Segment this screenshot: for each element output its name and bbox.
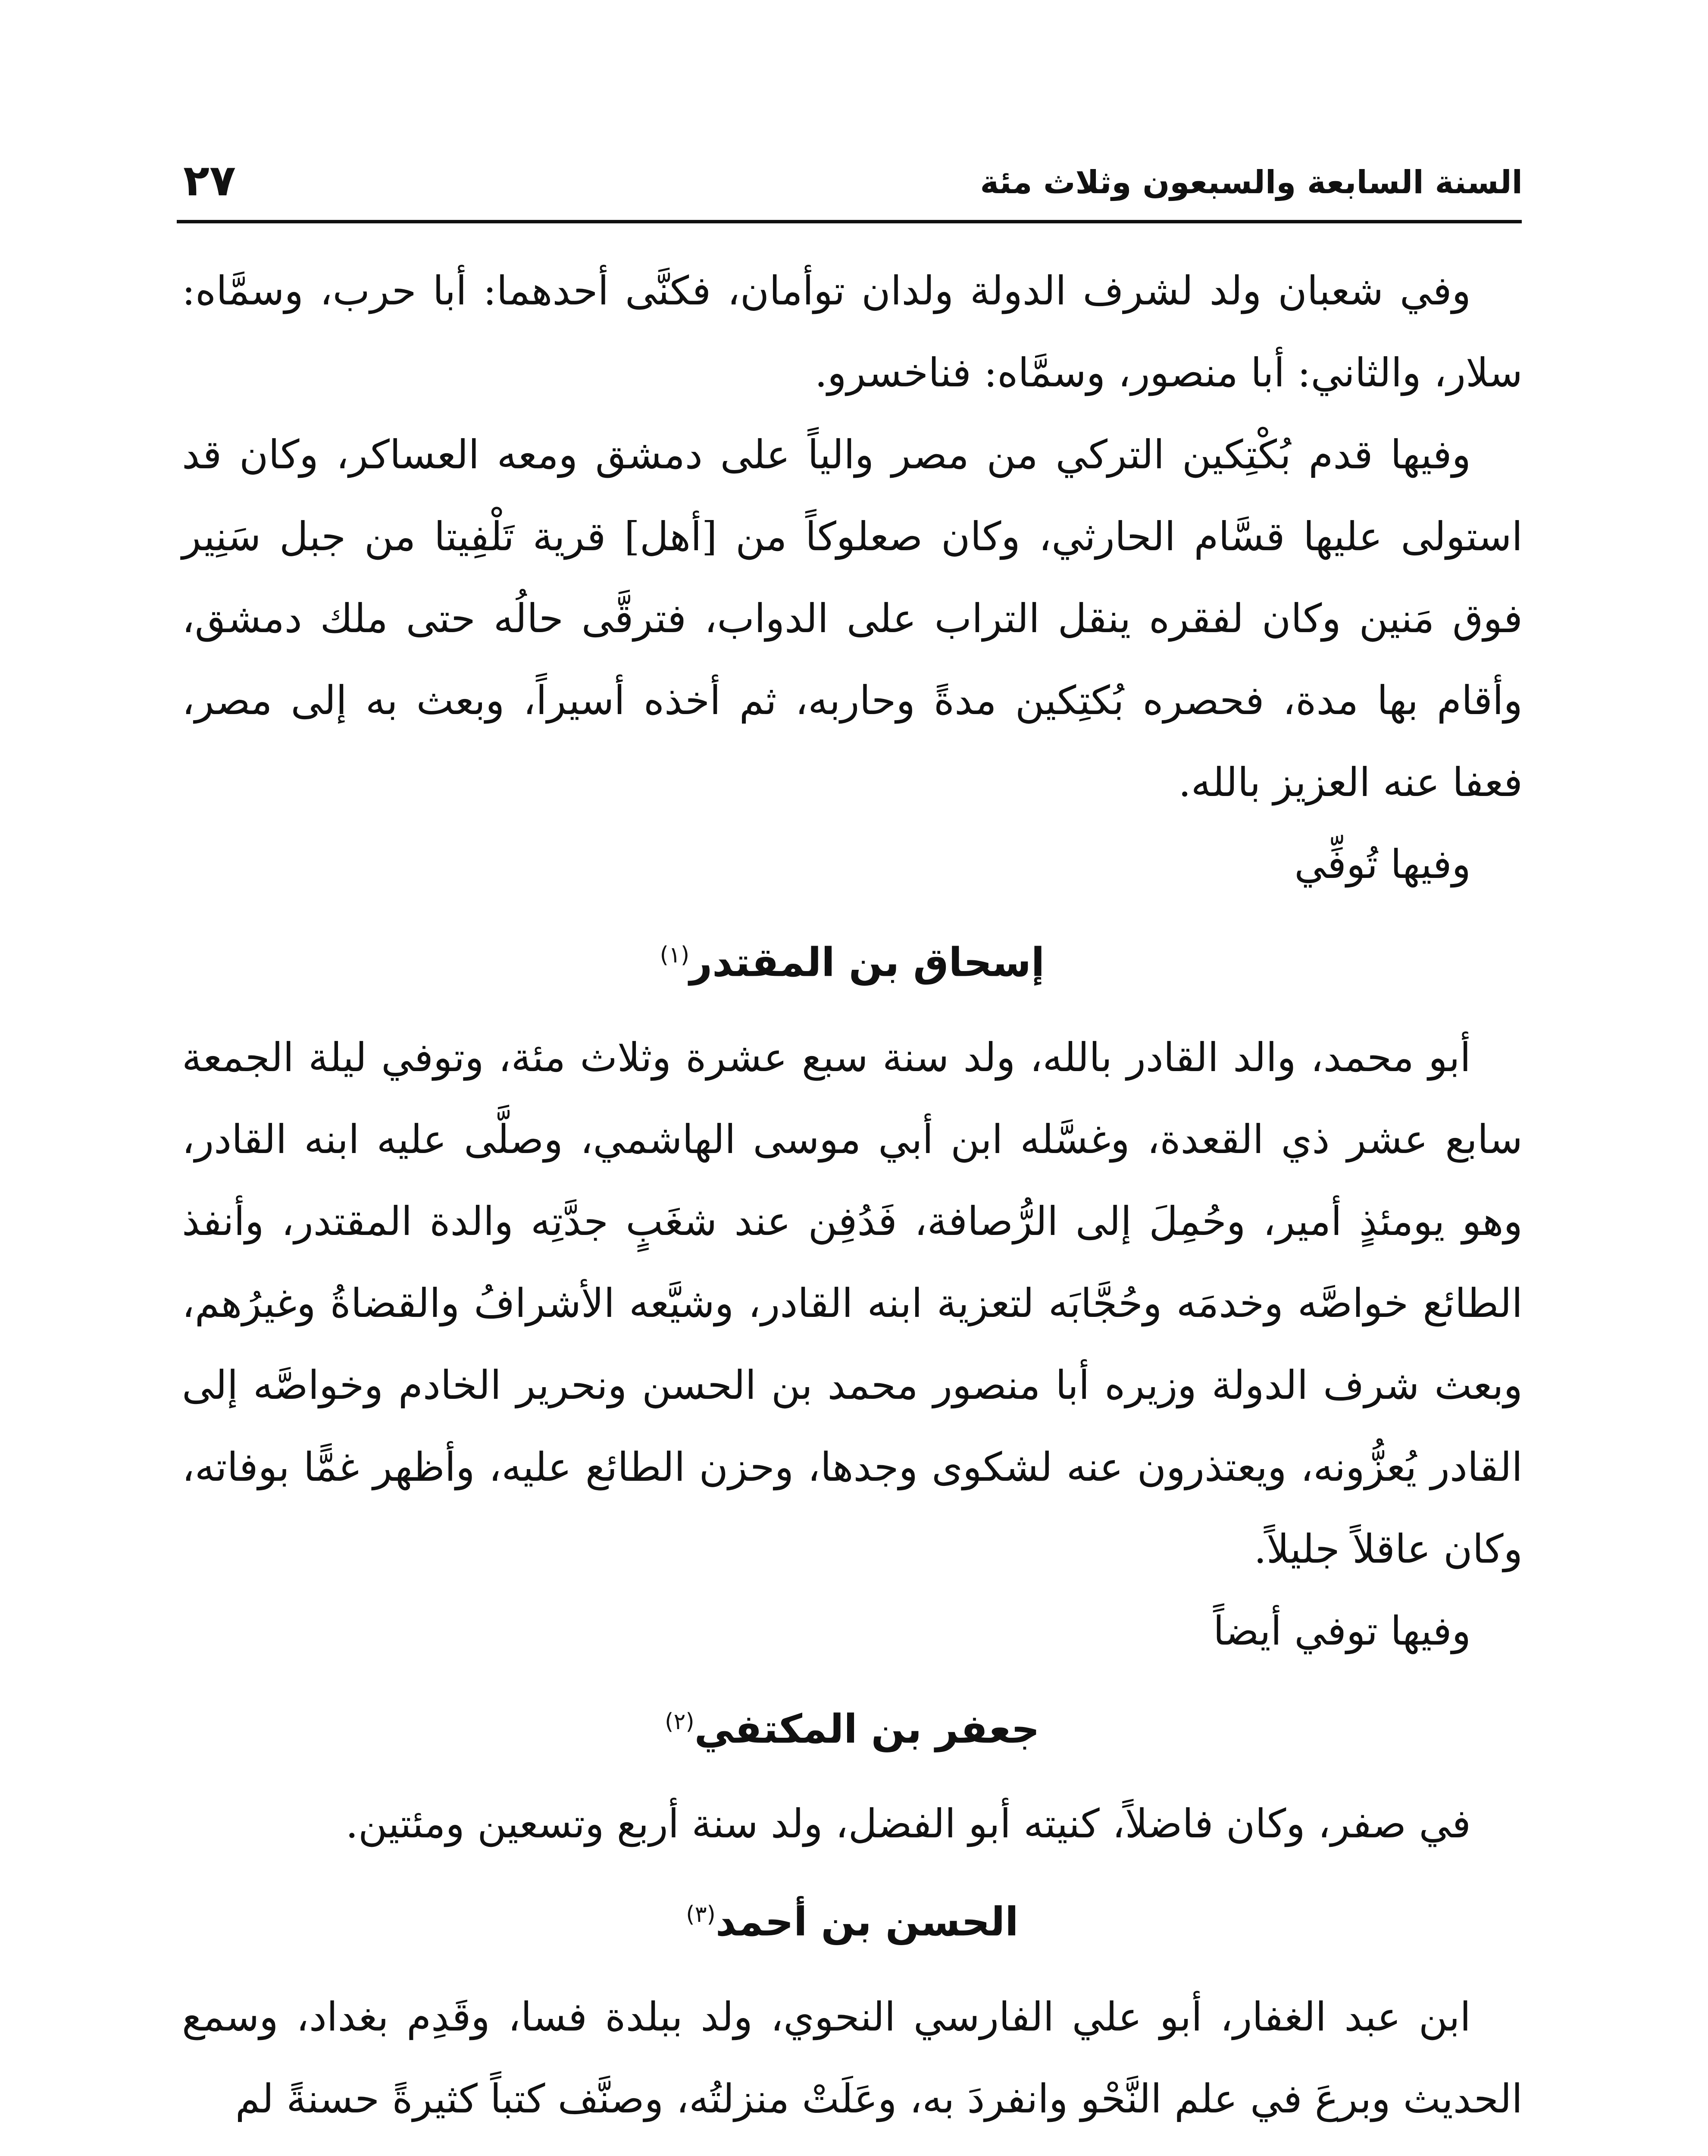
entry-heading [182,923,1523,995]
page-number: ٢٧ [183,155,236,206]
entry-title: إسحاق بن المقتدر [689,939,1045,986]
entry-heading [182,1882,1523,1955]
body-text [182,250,1523,2140]
paragraph: أبو محمد، والد القادر بالله، ولد سنة سبع عشرة وثلاث مئة، وتوفي ليلة الجمعة سابع عشر ذي القعدة، وغسَّله ابن أبي موسى الهاشمي، وصلَّى عليه ابنه القادر، وهو يومئذٍ أمير، وحُمِلَ إلى الرُّصافة، فَدُفِن عند شغَبٍ جدَّتِه والدة المقتدر، وأنفذ الطائع خواصَّه وخدمَه وحُجَّابَه لتعزية ابنه القادر، وشيَّعه الأشرافُ والقضاةُ وغيرُهم، وبعث شرف الدولة وزيره أبا منصور محمد بن الحسن ونحرير الخادم وخواصَّه إلى القادر يُعزُّونه، ويعتذرون عنه لشكوى وجدها، وحزن الطائع عليه، وأظهر غمًّا بوفاته، وكان عاقلاً جليلاً. [182,1034,1523,1572]
paragraph: ابن عبد الغفار، أبو علي الفارسي النحوي، ولد ببلدة فسا، وقَدِم بغداد، وسمع الحديث وبرعَ في علم النَّحْو وانفردَ به، وعَلَتْ منزلتُه، وصنَّف كتباً كثيرةً حسنةً لم [182,1993,1523,2122]
paragraph: وفيها تُوفِّي [1294,841,1471,887]
entry-heading [182,1689,1523,1762]
paragraph: وفي شعبان ولد لشرف الدولة ولدان توأمان، فكنَّى أحدهما: أبا حرب، وسمَّاه: سلار، والثاني: أبا منصور، وسمَّاه: فناخسرو. [182,268,1523,396]
footnote-ref: (١) [660,942,690,968]
footnote-ref: (٣) [686,1902,716,1928]
paragraph: وفيها قدم بُكْتِكين التركي من مصر والياً على دمشق ومعه العساكر، وكان قد استولى عليها قسَّام الحارثي، وكان صعلوكاً من [أهل] قرية تَلْفِيتا من جبل سَنِير فوق مَنين وكان لفقره ينقل التراب على الدواب، فترقَّى حالُه حتى ملك دمشق، وأقام بها مدة، فحصره بُكتِكين مدةً وحاربه، ثم أخذه أسيراً، وبعث به إلى مصر، فعفا عنه العزيز بالله. [182,432,1523,805]
running-title: السنة السابعة والسبعون وثلاث مئة [980,164,1523,201]
footnote-ref: (٢) [665,1708,694,1735]
paragraph: وفيها توفي أيضاً [1213,1608,1471,1654]
paragraph: في صفر، وكان فاضلاً، كنيته أبو الفضل، ولد سنة أربع وتسعين ومئتين. [345,1801,1471,1847]
header-rule [177,220,1522,223]
entry-title: الحسن بن أحمد [715,1899,1019,1945]
entry-title: جعفر بن المكتفي [694,1706,1040,1752]
